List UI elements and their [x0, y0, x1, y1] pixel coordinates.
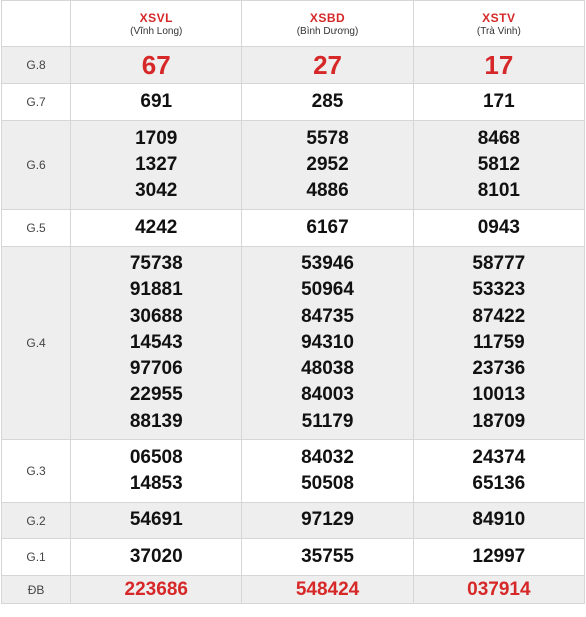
- result-number: 3042: [135, 180, 178, 202]
- result-number: 53946: [301, 252, 354, 274]
- result-number: 35755: [301, 545, 354, 567]
- result-cell: [71, 210, 242, 247]
- result-number: 691: [140, 90, 173, 112]
- result-number: 5812: [477, 153, 520, 175]
- prize-row-g6: [2, 121, 585, 210]
- result-number: 6167: [306, 216, 349, 238]
- prize-row-g1: [2, 539, 585, 576]
- province-header-vinh-long: [71, 1, 242, 47]
- prize-label: G.3: [2, 440, 71, 503]
- result-number: 548424: [295, 578, 360, 600]
- result-number: 22955: [129, 384, 183, 406]
- province-name: (Vĩnh Long): [130, 25, 183, 37]
- result-cell: [71, 576, 242, 604]
- result-cell: [71, 47, 242, 84]
- result-number: 67: [141, 50, 171, 80]
- result-cell: [413, 440, 584, 503]
- result-number: 97129: [301, 509, 354, 531]
- result-number: 84910: [472, 509, 526, 531]
- result-cell: [242, 539, 413, 576]
- result-cell: [413, 503, 584, 539]
- prize-label: ĐB: [2, 576, 71, 604]
- prize-row-g3: [2, 440, 585, 503]
- province-header-binh-duong: [242, 1, 413, 47]
- result-number: 5578: [306, 127, 349, 149]
- result-cell: [71, 539, 242, 576]
- prize-label: G.1: [2, 539, 71, 576]
- result-number: 037914: [467, 578, 531, 600]
- result-number: 8101: [477, 180, 520, 202]
- result-cell: [71, 440, 242, 503]
- result-cell: [71, 121, 242, 210]
- result-number: 4242: [135, 216, 178, 238]
- result-cell: [413, 247, 584, 440]
- result-number: 37020: [129, 545, 183, 567]
- result-number: 58777: [472, 252, 526, 274]
- result-cell: [413, 539, 584, 576]
- result-number: 17: [484, 50, 514, 80]
- prize-label: G.7: [2, 84, 71, 121]
- province-code[interactable]: XSTV: [482, 10, 516, 25]
- result-number: 1709: [135, 127, 178, 149]
- result-cell: [242, 440, 413, 503]
- result-number: 11759: [472, 331, 525, 353]
- result-number: 48038: [301, 358, 354, 380]
- result-cell: [413, 47, 584, 84]
- result-number: 8468: [477, 127, 520, 149]
- result-number: 84003: [301, 384, 354, 406]
- result-number: 285: [311, 90, 344, 112]
- result-cell: [242, 84, 413, 121]
- result-number: 94310: [301, 331, 354, 353]
- prize-row-g2: [2, 503, 585, 539]
- result-number: 27: [313, 50, 342, 80]
- prize-label: G.8: [2, 47, 71, 84]
- result-number: 24374: [472, 446, 526, 468]
- province-name: (Trà Vinh): [476, 25, 521, 37]
- result-cell: [413, 576, 584, 604]
- prize-header-cell: [2, 1, 71, 47]
- result-number: 0943: [477, 216, 520, 238]
- result-number: 50508: [301, 473, 354, 494]
- result-number: 53323: [472, 279, 526, 301]
- prize-row-special: [2, 576, 585, 604]
- result-number: 14853: [129, 473, 183, 494]
- prize-row-g7: [2, 84, 585, 121]
- result-number: 2952: [306, 153, 349, 175]
- result-number: 54691: [129, 509, 183, 531]
- prize-label: G.2: [2, 503, 71, 539]
- result-number: 97706: [129, 358, 183, 380]
- prize-label: G.5: [2, 210, 71, 247]
- result-cell: [71, 503, 242, 539]
- result-number: 75738: [129, 252, 183, 274]
- result-cell: [413, 84, 584, 121]
- prize-label: G.4: [2, 247, 71, 440]
- result-cell: [242, 121, 413, 210]
- result-number: 88139: [129, 410, 183, 432]
- result-number: 10013: [472, 384, 526, 406]
- result-cell: [242, 576, 413, 604]
- result-cell: [242, 47, 413, 84]
- result-cell: [242, 247, 413, 440]
- result-cell: [71, 247, 242, 440]
- result-number: 91881: [129, 279, 183, 301]
- result-number: 51179: [301, 410, 354, 432]
- result-number: 223686: [124, 578, 188, 600]
- prize-row-g5: [2, 210, 585, 247]
- result-number: 4886: [306, 180, 349, 202]
- prize-label: G.6: [2, 121, 71, 210]
- result-cell: [413, 210, 584, 247]
- result-cell: [413, 121, 584, 210]
- result-number: 84032: [301, 446, 354, 468]
- province-header-tra-vinh: [413, 1, 584, 47]
- result-number: 23736: [472, 358, 526, 380]
- result-number: 171: [482, 90, 515, 112]
- result-number: 06508: [129, 446, 183, 468]
- result-number: 50964: [301, 279, 354, 301]
- lottery-results-table: [1, 0, 585, 604]
- result-cell: [242, 503, 413, 539]
- province-code[interactable]: XSBD: [309, 10, 346, 25]
- header-row: [2, 1, 585, 47]
- result-cell: [71, 84, 242, 121]
- result-number: 87422: [472, 305, 526, 327]
- prize-row-g4: [2, 247, 585, 440]
- result-number: 30688: [129, 305, 183, 327]
- result-number: 65136: [472, 473, 526, 494]
- result-number: 84735: [301, 305, 354, 327]
- result-cell: [242, 210, 413, 247]
- province-code[interactable]: XSVL: [139, 10, 173, 25]
- result-number: 1327: [135, 153, 178, 175]
- result-number: 12997: [472, 545, 526, 567]
- result-number: 18709: [472, 410, 526, 432]
- province-name: (Bình Dương): [296, 25, 359, 37]
- result-number: 14543: [129, 331, 183, 353]
- prize-row-g8: [2, 47, 585, 84]
